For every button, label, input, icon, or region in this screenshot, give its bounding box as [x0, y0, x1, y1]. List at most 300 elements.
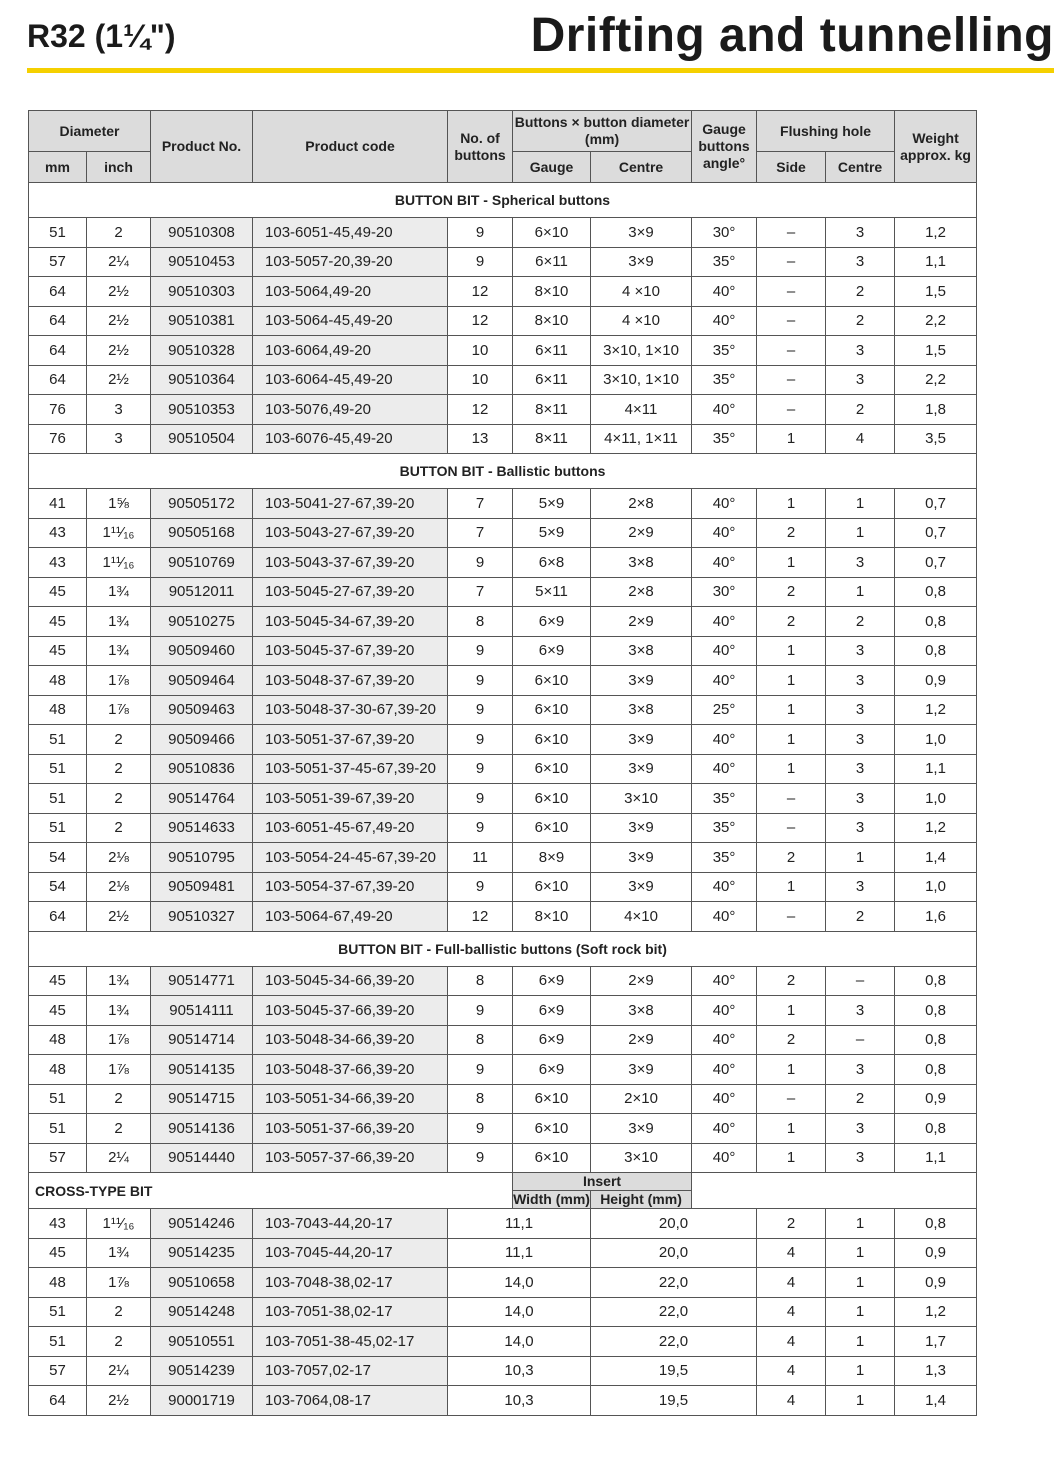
table-row [29, 1025, 977, 1055]
angle-cell: 35° [692, 365, 757, 395]
side-cell: – [757, 365, 826, 395]
inch-cell: 2 [87, 1114, 151, 1144]
col-centre: Centre [591, 152, 692, 183]
buttons-cell: 9 [448, 1055, 513, 1085]
inch-cell: 1¾ [87, 966, 151, 996]
inch-cell: 1⅞ [87, 1025, 151, 1055]
gauge-cell: 6×10 [513, 1143, 591, 1173]
width-cell: 14,0 [448, 1268, 591, 1298]
table-row [29, 996, 977, 1026]
product-code-cell: 103-5051-37-66,39-20 [253, 1114, 448, 1144]
inch-cell: 2⅛ [87, 872, 151, 902]
buttons-cell: 9 [448, 754, 513, 784]
height-cell: 22,0 [591, 1327, 757, 1357]
table-row [29, 872, 977, 902]
page-subtitle: R32 (1¼") [27, 18, 176, 54]
col-product-code: Product code [253, 111, 448, 183]
mm-cell: 57 [29, 1356, 87, 1386]
angle-cell: 40° [692, 966, 757, 996]
centre-cell: 4 ×10 [591, 306, 692, 336]
height-cell: 22,0 [591, 1297, 757, 1327]
inch-cell: 2¼ [87, 1143, 151, 1173]
mm-cell: 64 [29, 902, 87, 932]
flush-centre-cell: 1 [826, 1327, 895, 1357]
buttons-cell: 7 [448, 518, 513, 548]
side-cell: – [757, 277, 826, 307]
buttons-cell: 9 [448, 666, 513, 696]
side-cell: 2 [757, 1209, 826, 1239]
inch-cell: 2 [87, 784, 151, 814]
table-row [29, 395, 977, 425]
table-row [29, 902, 977, 932]
inch-cell: 1¹¹⁄₁₆ [87, 518, 151, 548]
weight-cell: 2,2 [895, 306, 977, 336]
product-no-cell: 90514235 [151, 1238, 253, 1268]
gauge-cell: 5×9 [513, 489, 591, 519]
table-row [29, 577, 977, 607]
centre-cell: 3×9 [591, 1055, 692, 1085]
product-code-cell: 103-7043-44,20-17 [253, 1209, 448, 1239]
side-cell: 4 [757, 1386, 826, 1416]
buttons-cell: 12 [448, 395, 513, 425]
product-no-cell: 90510353 [151, 395, 253, 425]
weight-cell: 1,4 [895, 843, 977, 873]
product-code-cell: 103-7045-44,20-17 [253, 1238, 448, 1268]
gauge-cell: 8×10 [513, 902, 591, 932]
centre-cell: 4 ×10 [591, 277, 692, 307]
table-row [29, 1238, 977, 1268]
flush-centre-cell: 3 [826, 1055, 895, 1085]
product-no-cell: 90509460 [151, 636, 253, 666]
table-row [29, 725, 977, 755]
buttons-cell: 7 [448, 489, 513, 519]
gauge-cell: 6×9 [513, 636, 591, 666]
table-row [29, 1143, 977, 1173]
width-cell: 14,0 [448, 1297, 591, 1327]
product-code-cell: 103-5064-67,49-20 [253, 902, 448, 932]
width-cell: 14,0 [448, 1327, 591, 1357]
weight-cell: 1,0 [895, 725, 977, 755]
side-cell: 4 [757, 1268, 826, 1298]
centre-cell: 3×8 [591, 695, 692, 725]
inch-cell: 1⅞ [87, 666, 151, 696]
product-no-cell: 90510275 [151, 607, 253, 637]
table-row [29, 277, 977, 307]
centre-cell: 3×10, 1×10 [591, 365, 692, 395]
product-code-cell: 103-5048-34-66,39-20 [253, 1025, 448, 1055]
weight-cell: 0,8 [895, 1209, 977, 1239]
angle-cell: 40° [692, 996, 757, 1026]
table-row [29, 1268, 977, 1298]
centre-cell: 4×11 [591, 395, 692, 425]
product-code-cell: 103-6051-45-67,49-20 [253, 813, 448, 843]
product-no-cell: 90514633 [151, 813, 253, 843]
mm-cell: 51 [29, 1084, 87, 1114]
product-no-cell: 90512011 [151, 577, 253, 607]
flush-centre-cell: 3 [826, 784, 895, 814]
product-code-cell: 103-7051-38-45,02-17 [253, 1327, 448, 1357]
flush-centre-cell: 3 [826, 218, 895, 248]
weight-cell: 1,7 [895, 1327, 977, 1357]
col-product-no: Product No. [151, 111, 253, 183]
mm-cell: 45 [29, 636, 87, 666]
weight-cell: 1,1 [895, 1143, 977, 1173]
product-table [28, 110, 977, 1416]
height-cell: 20,0 [591, 1238, 757, 1268]
inch-cell: 2½ [87, 1386, 151, 1416]
centre-cell: 2×9 [591, 518, 692, 548]
mm-cell: 45 [29, 577, 87, 607]
col-gauge: Gauge [513, 152, 591, 183]
weight-cell: 0,9 [895, 1238, 977, 1268]
flush-centre-cell: 1 [826, 843, 895, 873]
buttons-cell: 7 [448, 577, 513, 607]
flush-centre-cell: 3 [826, 695, 895, 725]
centre-cell: 4×10 [591, 902, 692, 932]
gauge-cell: 6×9 [513, 1025, 591, 1055]
table-row [29, 247, 977, 277]
gauge-cell: 6×10 [513, 725, 591, 755]
mm-cell: 51 [29, 754, 87, 784]
centre-cell: 3×9 [591, 843, 692, 873]
gauge-cell: 8×9 [513, 843, 591, 873]
table-row [29, 518, 977, 548]
product-code-cell: 103-6064,49-20 [253, 336, 448, 366]
col-insert: Insert [513, 1173, 692, 1191]
weight-cell: 0,7 [895, 518, 977, 548]
product-code-cell: 103-5043-27-67,39-20 [253, 518, 448, 548]
inch-cell: 2 [87, 1084, 151, 1114]
gauge-cell: 6×9 [513, 607, 591, 637]
flush-centre-cell: 3 [826, 754, 895, 784]
flush-centre-cell: 2 [826, 902, 895, 932]
flush-centre-cell: 3 [826, 666, 895, 696]
col-inch: inch [87, 152, 151, 183]
col-gauge-angle: Gauge buttons angle° [692, 111, 757, 183]
col-no-buttons: No. of buttons [448, 111, 513, 183]
inch-cell: 2½ [87, 365, 151, 395]
product-no-cell: 90514246 [151, 1209, 253, 1239]
height-cell: 19,5 [591, 1386, 757, 1416]
inch-cell: 2 [87, 1327, 151, 1357]
table-row [29, 1055, 977, 1085]
buttons-cell: 13 [448, 424, 513, 454]
gauge-cell: 6×11 [513, 365, 591, 395]
buttons-cell: 12 [448, 277, 513, 307]
side-cell: – [757, 306, 826, 336]
mm-cell: 45 [29, 1238, 87, 1268]
flush-centre-cell: 1 [826, 1209, 895, 1239]
buttons-cell: 9 [448, 872, 513, 902]
mm-cell: 64 [29, 336, 87, 366]
product-no-cell: 90001719 [151, 1386, 253, 1416]
product-code-cell: 103-5045-27-67,39-20 [253, 577, 448, 607]
mm-cell: 64 [29, 365, 87, 395]
gauge-cell: 6×10 [513, 666, 591, 696]
centre-cell: 2×10 [591, 1084, 692, 1114]
centre-cell: 2×9 [591, 966, 692, 996]
product-no-cell: 90509463 [151, 695, 253, 725]
section-title: BUTTON BIT - Spherical buttons [29, 183, 977, 218]
buttons-cell: 12 [448, 902, 513, 932]
angle-cell: 35° [692, 336, 757, 366]
header-divider [27, 68, 1054, 73]
side-cell: – [757, 336, 826, 366]
product-no-cell: 90514715 [151, 1084, 253, 1114]
weight-cell: 1,2 [895, 695, 977, 725]
centre-cell: 2×8 [591, 577, 692, 607]
product-no-cell: 90510504 [151, 424, 253, 454]
buttons-cell: 10 [448, 336, 513, 366]
inch-cell: 1¾ [87, 1238, 151, 1268]
table-row [29, 695, 977, 725]
product-code-cell: 103-5064-45,49-20 [253, 306, 448, 336]
product-code-cell: 103-5041-27-67,39-20 [253, 489, 448, 519]
weight-cell: 0,8 [895, 1055, 977, 1085]
weight-cell: 0,9 [895, 1084, 977, 1114]
centre-cell: 3×9 [591, 666, 692, 696]
side-cell: – [757, 218, 826, 248]
product-code-cell: 103-6076-45,49-20 [253, 424, 448, 454]
inch-cell: 2 [87, 813, 151, 843]
mm-cell: 43 [29, 518, 87, 548]
side-cell: – [757, 247, 826, 277]
mm-cell: 57 [29, 1143, 87, 1173]
product-code-cell: 103-5051-34-66,39-20 [253, 1084, 448, 1114]
angle-cell: 35° [692, 784, 757, 814]
table-row [29, 813, 977, 843]
side-cell: 1 [757, 666, 826, 696]
side-cell: 1 [757, 424, 826, 454]
gauge-cell: 6×10 [513, 813, 591, 843]
inch-cell: 2 [87, 1297, 151, 1327]
flush-centre-cell: 1 [826, 577, 895, 607]
mm-cell: 48 [29, 695, 87, 725]
centre-cell: 2×9 [591, 607, 692, 637]
buttons-cell: 9 [448, 548, 513, 578]
product-no-cell: 90510327 [151, 902, 253, 932]
product-code-cell: 103-5054-37-67,39-20 [253, 872, 448, 902]
mm-cell: 51 [29, 725, 87, 755]
buttons-cell: 9 [448, 695, 513, 725]
flush-centre-cell: 1 [826, 518, 895, 548]
gauge-cell: 5×11 [513, 577, 591, 607]
gauge-cell: 6×10 [513, 1114, 591, 1144]
weight-cell: 0,8 [895, 577, 977, 607]
product-code-cell: 103-5043-37-67,39-20 [253, 548, 448, 578]
mm-cell: 43 [29, 548, 87, 578]
flush-centre-cell: 2 [826, 607, 895, 637]
table-row [29, 607, 977, 637]
product-no-cell: 90505168 [151, 518, 253, 548]
buttons-cell: 8 [448, 1084, 513, 1114]
weight-cell: 0,8 [895, 996, 977, 1026]
inch-cell: 3 [87, 395, 151, 425]
product-no-cell: 90514135 [151, 1055, 253, 1085]
angle-cell: 40° [692, 636, 757, 666]
flush-centre-cell: 1 [826, 1356, 895, 1386]
flush-centre-cell: 2 [826, 1084, 895, 1114]
inch-cell: 1¾ [87, 996, 151, 1026]
product-no-cell: 90510769 [151, 548, 253, 578]
angle-cell: 40° [692, 1084, 757, 1114]
col-mm: mm [29, 152, 87, 183]
side-cell: – [757, 813, 826, 843]
buttons-cell: 12 [448, 306, 513, 336]
flush-centre-cell: – [826, 966, 895, 996]
table-row [29, 1114, 977, 1144]
buttons-cell: 9 [448, 1114, 513, 1144]
angle-cell: 40° [692, 518, 757, 548]
width-cell: 10,3 [448, 1386, 591, 1416]
inch-cell: 1⅞ [87, 695, 151, 725]
gauge-cell: 6×10 [513, 784, 591, 814]
side-cell: 1 [757, 1114, 826, 1144]
angle-cell: 35° [692, 247, 757, 277]
buttons-cell: 9 [448, 247, 513, 277]
table-row [29, 754, 977, 784]
inch-cell: 2⅛ [87, 843, 151, 873]
angle-cell: 40° [692, 607, 757, 637]
angle-cell: 40° [692, 1055, 757, 1085]
product-code-cell: 103-5045-34-67,39-20 [253, 607, 448, 637]
side-cell: 4 [757, 1327, 826, 1357]
section-header [29, 1173, 977, 1191]
mm-cell: 48 [29, 1268, 87, 1298]
weight-cell: 0,7 [895, 548, 977, 578]
flush-centre-cell: 4 [826, 424, 895, 454]
product-no-cell: 90509466 [151, 725, 253, 755]
gauge-cell: 8×10 [513, 306, 591, 336]
product-code-cell: 103-5048-37-66,39-20 [253, 1055, 448, 1085]
product-code-cell: 103-5057-37-66,39-20 [253, 1143, 448, 1173]
product-no-cell: 90510328 [151, 336, 253, 366]
product-no-cell: 90510364 [151, 365, 253, 395]
mm-cell: 51 [29, 784, 87, 814]
buttons-cell: 9 [448, 725, 513, 755]
side-cell: 1 [757, 872, 826, 902]
flush-centre-cell: 3 [826, 636, 895, 666]
buttons-cell: 11 [448, 843, 513, 873]
weight-cell: 0,8 [895, 1025, 977, 1055]
product-no-cell: 90510381 [151, 306, 253, 336]
flush-centre-cell: 1 [826, 1238, 895, 1268]
mm-cell: 54 [29, 843, 87, 873]
product-code-cell: 103-5051-37-67,39-20 [253, 725, 448, 755]
angle-cell: 40° [692, 1114, 757, 1144]
inch-cell: 2 [87, 725, 151, 755]
col-diameter: Diameter [29, 111, 151, 152]
weight-cell: 1,5 [895, 277, 977, 307]
side-cell: – [757, 1084, 826, 1114]
side-cell: 2 [757, 843, 826, 873]
gauge-cell: 8×10 [513, 277, 591, 307]
mm-cell: 51 [29, 1114, 87, 1144]
side-cell: 1 [757, 636, 826, 666]
flush-centre-cell: 3 [826, 996, 895, 1026]
side-cell: 1 [757, 725, 826, 755]
weight-cell: 1,2 [895, 813, 977, 843]
flush-centre-cell: 3 [826, 872, 895, 902]
table-row [29, 548, 977, 578]
inch-cell: 2¼ [87, 247, 151, 277]
weight-cell: 0,9 [895, 666, 977, 696]
angle-cell: 40° [692, 754, 757, 784]
table-row [29, 843, 977, 873]
centre-cell: 3×10 [591, 784, 692, 814]
flush-centre-cell: 3 [826, 1143, 895, 1173]
angle-cell: 40° [692, 725, 757, 755]
blank-cell [692, 1173, 977, 1209]
weight-cell: 0,8 [895, 966, 977, 996]
gauge-cell: 6×9 [513, 996, 591, 1026]
weight-cell: 1,4 [895, 1386, 977, 1416]
inch-cell: 1¾ [87, 636, 151, 666]
weight-cell: 1,0 [895, 872, 977, 902]
col-width: Width (mm) [513, 1191, 590, 1207]
side-cell: 1 [757, 996, 826, 1026]
mm-cell: 51 [29, 1297, 87, 1327]
width-cell: 11,1 [448, 1209, 591, 1239]
height-cell: 19,5 [591, 1356, 757, 1386]
product-no-cell: 90509464 [151, 666, 253, 696]
gauge-cell: 6×11 [513, 336, 591, 366]
centre-cell: 3×9 [591, 218, 692, 248]
centre-cell: 3×8 [591, 548, 692, 578]
mm-cell: 64 [29, 306, 87, 336]
product-code-cell: 103-5054-24-45-67,39-20 [253, 843, 448, 873]
product-no-cell: 90514440 [151, 1143, 253, 1173]
flush-centre-cell: 2 [826, 277, 895, 307]
table-row [29, 666, 977, 696]
product-code-cell: 103-5076,49-20 [253, 395, 448, 425]
buttons-cell: 9 [448, 996, 513, 1026]
col-side: Side [757, 152, 826, 183]
weight-cell: 1,5 [895, 336, 977, 366]
buttons-cell: 9 [448, 784, 513, 814]
product-no-cell: 90510795 [151, 843, 253, 873]
table-row [29, 336, 977, 366]
angle-cell: 40° [692, 277, 757, 307]
product-code-cell: 103-7048-38,02-17 [253, 1268, 448, 1298]
side-cell: 2 [757, 607, 826, 637]
table-row [29, 489, 977, 519]
side-cell: 1 [757, 754, 826, 784]
width-cell: 10,3 [448, 1356, 591, 1386]
mm-cell: 43 [29, 1209, 87, 1239]
product-no-cell: 90514771 [151, 966, 253, 996]
weight-cell: 0,8 [895, 1114, 977, 1144]
angle-cell: 40° [692, 306, 757, 336]
side-cell: 4 [757, 1297, 826, 1327]
product-code-cell: 103-5045-37-66,39-20 [253, 996, 448, 1026]
mm-cell: 48 [29, 666, 87, 696]
gauge-cell: 6×10 [513, 872, 591, 902]
product-no-cell: 90510303 [151, 277, 253, 307]
side-cell: 1 [757, 548, 826, 578]
weight-cell: 1,3 [895, 1356, 977, 1386]
weight-cell: 1,8 [895, 395, 977, 425]
centre-cell: 3×10, 1×10 [591, 336, 692, 366]
page-title: Drifting and tunnelling [530, 9, 1054, 62]
table-row [29, 636, 977, 666]
section-header [29, 454, 977, 489]
side-cell: – [757, 902, 826, 932]
weight-cell: 0,7 [895, 489, 977, 519]
centre-cell: 4×11, 1×11 [591, 424, 692, 454]
angle-cell: 30° [692, 577, 757, 607]
gauge-cell: 6×11 [513, 247, 591, 277]
